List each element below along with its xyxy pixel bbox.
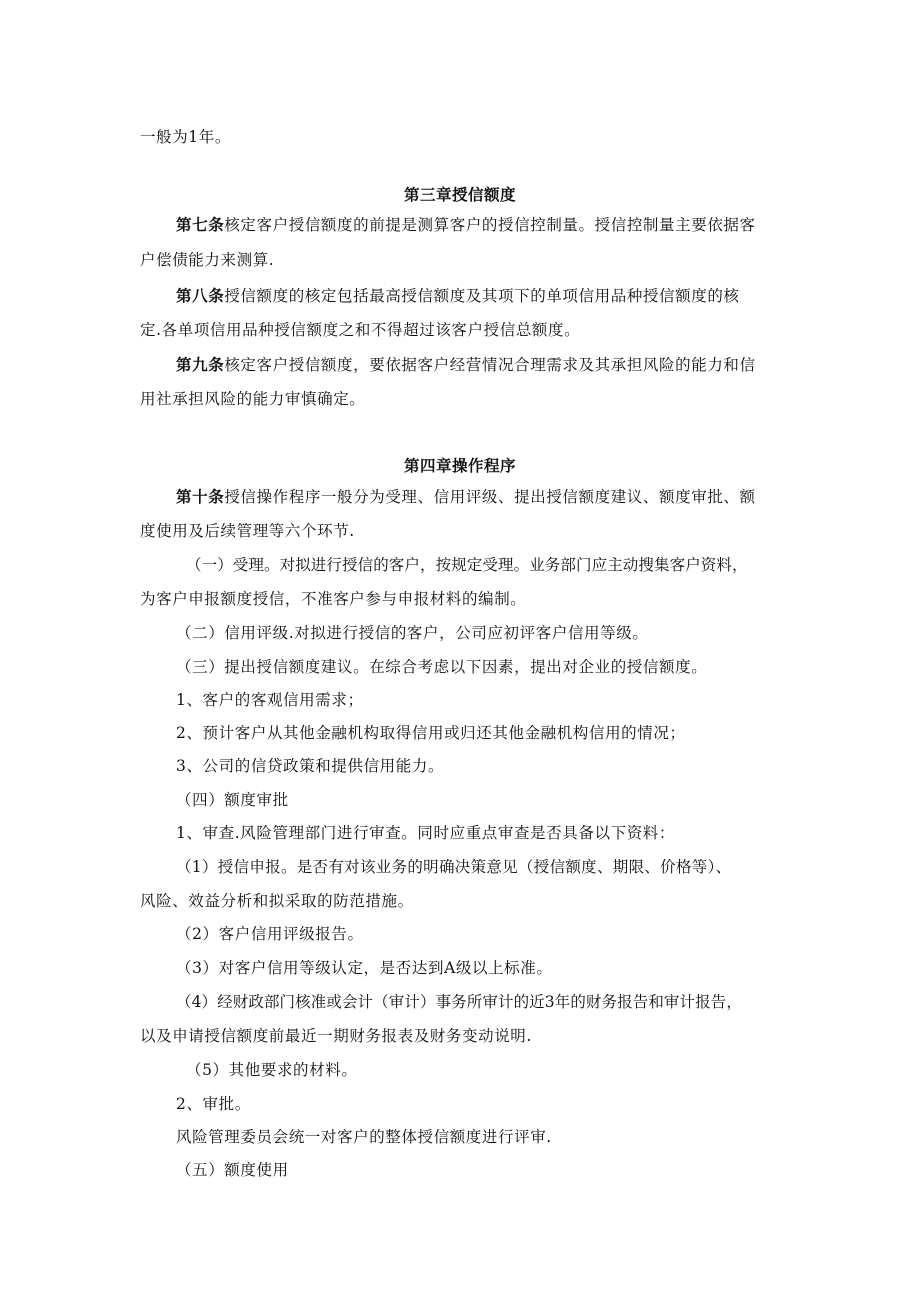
article-heading: 第九条 — [176, 356, 225, 374]
text-line: （三）提出授信额度建议。在综合考虑以下因素，提出对企业的授信额度。 — [176, 658, 708, 676]
article-text: 授信额度的核定包括最高授信额度及其项下的单项信用品种授信额度的核 — [224, 287, 740, 305]
text-line: 一般为1年。 — [140, 128, 231, 146]
text-line: 用社承担风险的能力审慎确定。 — [140, 390, 366, 408]
text-line: （二）信用评级.对拟进行授信的客户，公司应初评客户信用等级。 — [176, 624, 649, 642]
text-line: 风险管理委员会统一对客户的整体授信额度进行评审. — [176, 1128, 552, 1146]
chapter-title: 第四章操作程序 — [403, 457, 516, 475]
text-line: （1）授信申报。是否有对该业务的明确决策意见（授信额度、期限、价格等）、 — [176, 858, 732, 876]
text-line: 2、审批。 — [176, 1095, 251, 1113]
text-line: 以及申请授信额度前最近一期财务报表及财务变动说明. — [140, 1027, 532, 1045]
article-line — [176, 286, 740, 306]
text-line: （5）其他要求的材料。 — [186, 1061, 358, 1079]
text-line: 为客户申报额度授信，不准客户参与申报材料的编制。 — [140, 590, 527, 608]
text-line: （五）额度使用 — [176, 1161, 289, 1179]
article-line — [176, 487, 756, 507]
article-line — [176, 355, 756, 375]
text-line: （4）经财政部门核准或会计（审计）事务所审计的近3年的财务报告和审计报告， — [176, 993, 742, 1011]
text-line: 户偿债能力来测算. — [140, 251, 275, 269]
text-line: （四）额度审批 — [176, 791, 289, 809]
text-line: 风险、效益分析和拟采取的防范措施。 — [140, 892, 414, 910]
article-text: 授信操作程序一般分为受理、信用评级、提出授信额度建议、额度审批、额 — [224, 488, 756, 506]
text-line: （一）受理。对拟进行授信的客户，按规定受理。业务部门应主动搜集客户资料， — [186, 556, 748, 574]
text-line: 3、公司的信贷政策和提供信用能力。 — [176, 757, 445, 775]
text-line: 1、审查.风险管理部门进行审查。同时应重点审查是否具备以下资料： — [176, 824, 675, 842]
text-line: （3）对客户信用等级认定，是否达到A级以上标准。 — [176, 959, 553, 977]
chapter-title: 第三章授信额度 — [403, 186, 516, 204]
article-heading: 第七条 — [176, 216, 225, 234]
text-line: 定.各单项信用品种授信额度之和不得超过该客户授信总额度。 — [140, 321, 581, 339]
text-line: （2）客户信用评级报告。 — [176, 925, 364, 943]
text-line: 1、客户的客观信用需求； — [176, 691, 364, 709]
article-heading: 第八条 — [176, 287, 225, 305]
article-text: 核定客户授信额度，要依据客户经营情况合理需求及其承担风险的能力和信 — [224, 356, 756, 374]
article-text: 核定客户授信额度的前提是测算客户的授信控制量。授信控制量主要依据客 — [224, 216, 756, 234]
article-line — [176, 215, 756, 235]
text-line: 2、预计客户从其他金融机构取得信用或归还其他金融机构信用的情况； — [176, 724, 686, 742]
article-heading: 第十条 — [176, 488, 225, 506]
text-line: 度使用及后续管理等六个环节. — [140, 522, 355, 540]
